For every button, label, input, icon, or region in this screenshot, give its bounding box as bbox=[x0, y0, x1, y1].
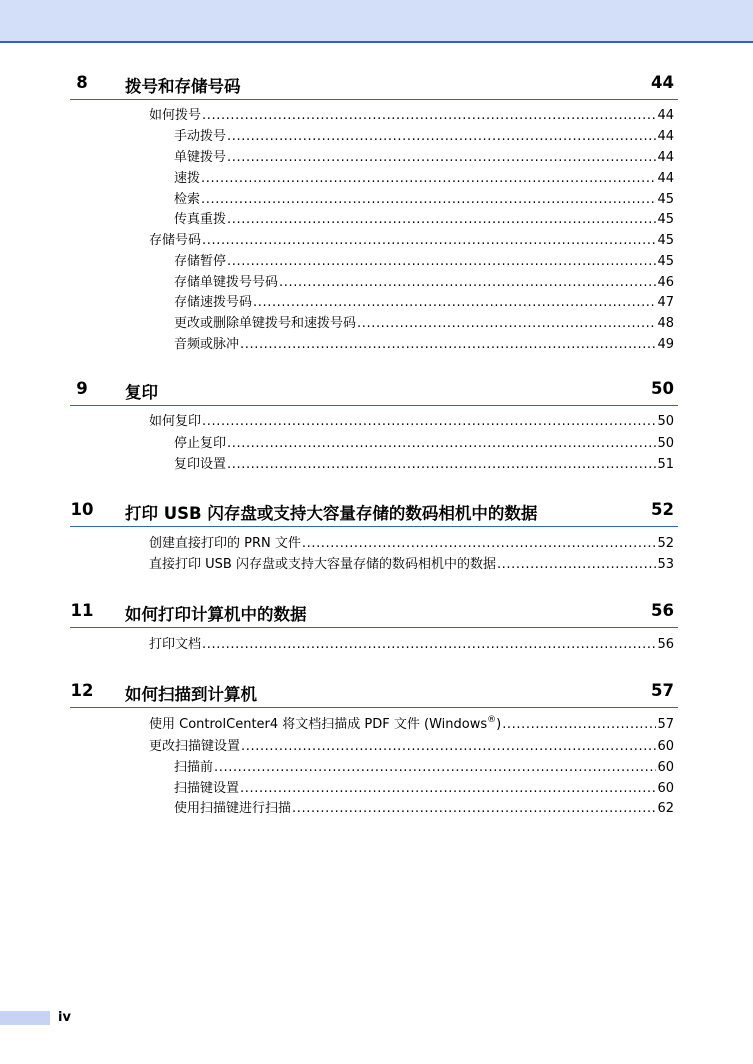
toc-leader-dots bbox=[201, 171, 656, 187]
chapter-heading-9[interactable] bbox=[70, 379, 678, 406]
toc-entry-page: 50 bbox=[657, 414, 674, 429]
toc-entry-page: 49 bbox=[657, 337, 674, 352]
footer-band bbox=[0, 1011, 50, 1025]
toc-entry-page: 50 bbox=[657, 436, 674, 451]
toc-leader-dots bbox=[279, 275, 656, 291]
toc-entry-page: 45 bbox=[657, 212, 674, 227]
toc-leader-dots bbox=[227, 457, 656, 473]
toc-entry-page: 44 bbox=[657, 108, 674, 123]
toc-entry-label: 单键拨号 bbox=[174, 150, 227, 165]
toc-entry-page: 48 bbox=[657, 316, 674, 331]
toc-entry-label bbox=[149, 717, 501, 733]
toc-leader-dots bbox=[240, 781, 656, 797]
toc-leader-dots bbox=[202, 108, 656, 124]
toc-entry[interactable] bbox=[149, 635, 674, 653]
toc-entry[interactable] bbox=[174, 799, 674, 817]
toc-entry-label: 传真重拨 bbox=[174, 212, 227, 227]
toc-entry-label: 存储速拨号码 bbox=[174, 295, 253, 310]
toc-entry-label: 存储单键拨号号码 bbox=[174, 275, 279, 290]
toc-entry-label: 扫描前 bbox=[174, 760, 214, 775]
chapter-title: 复印 bbox=[125, 383, 158, 402]
toc-entry[interactable] bbox=[149, 106, 674, 124]
toc-entry-label: 使用扫描键进行扫描 bbox=[174, 801, 292, 816]
chapter-page: 56 bbox=[651, 601, 674, 620]
toc-entry-page: 56 bbox=[657, 637, 674, 652]
toc-leader-dots bbox=[227, 129, 656, 145]
toc-entry-label-text: ) bbox=[496, 717, 502, 732]
toc-leader-dots bbox=[227, 254, 656, 270]
toc-entry-label: 扫描键设置 bbox=[174, 781, 240, 796]
toc-leader-dots bbox=[302, 536, 657, 552]
toc-leader-dots bbox=[201, 192, 656, 208]
toc-entry[interactable] bbox=[149, 737, 674, 755]
toc-entry-page: 46 bbox=[657, 275, 674, 290]
toc-entry-label-text: 使用 ControlCenter4 将文档扫描成 PDF 文件 (Windows bbox=[149, 717, 488, 732]
toc-entry[interactable] bbox=[174, 273, 674, 291]
toc-leader-dots bbox=[253, 295, 656, 311]
toc-entry-label: 创建直接打印的 PRN 文件 bbox=[149, 536, 301, 551]
toc-entry-label: 音频或脉冲 bbox=[174, 337, 240, 352]
toc-entry[interactable] bbox=[174, 148, 674, 166]
toc-entry-label: 直接打印 USB 闪存盘或支持大容量存储的数码相机中的数据 bbox=[149, 557, 496, 572]
toc-leader-dots bbox=[497, 557, 657, 573]
toc-entry-page: 57 bbox=[657, 717, 674, 732]
toc-entry-page: 62 bbox=[657, 801, 674, 816]
toc-leader-dots bbox=[202, 414, 656, 430]
toc-entry[interactable] bbox=[174, 127, 674, 145]
toc-entry-label: 存储号码 bbox=[149, 233, 202, 248]
chapter-title: 打印 USB 闪存盘或支持大容量存储的数码相机中的数据 bbox=[125, 504, 538, 523]
registered-mark: ® bbox=[487, 715, 497, 725]
toc-leader-dots bbox=[502, 717, 656, 733]
chapter-title: 拨号和存储号码 bbox=[125, 77, 241, 96]
toc-entry[interactable] bbox=[174, 314, 674, 332]
toc-entry-page: 60 bbox=[657, 739, 674, 754]
toc-leader-dots bbox=[227, 212, 656, 228]
toc-entry-page: 47 bbox=[657, 295, 674, 310]
toc-entry-page: 45 bbox=[657, 192, 674, 207]
chapter-number: 11 bbox=[70, 601, 94, 620]
toc-entry-label: 检索 bbox=[174, 192, 201, 207]
toc-entry-page: 44 bbox=[657, 150, 674, 165]
toc-leader-dots bbox=[241, 739, 656, 755]
toc-leader-dots bbox=[292, 801, 656, 817]
toc-entry-label: 更改或删除单键拨号和速拨号码 bbox=[174, 316, 357, 331]
toc-entry-label: 存储暂停 bbox=[174, 254, 227, 269]
toc-entry[interactable] bbox=[174, 169, 674, 187]
toc-entry-label: 如何拨号 bbox=[149, 108, 202, 123]
toc-entry[interactable] bbox=[174, 779, 674, 797]
chapter-page: 50 bbox=[651, 379, 674, 398]
toc-entry[interactable] bbox=[149, 231, 674, 249]
chapter-heading-12[interactable] bbox=[70, 681, 678, 708]
toc-entry-label: 复印设置 bbox=[174, 457, 227, 472]
toc-entry-page: 60 bbox=[657, 781, 674, 796]
chapter-heading-8[interactable] bbox=[70, 73, 678, 100]
toc-entry[interactable] bbox=[149, 412, 674, 430]
header-band bbox=[0, 0, 753, 43]
chapter-heading-11[interactable] bbox=[70, 601, 678, 628]
toc-leader-dots bbox=[227, 436, 656, 452]
toc-entry[interactable] bbox=[174, 758, 674, 776]
chapter-number: 10 bbox=[70, 500, 94, 519]
chapter-number: 8 bbox=[76, 73, 88, 92]
chapter-number: 9 bbox=[76, 379, 88, 398]
toc-entry[interactable] bbox=[174, 434, 674, 452]
toc-entry[interactable] bbox=[174, 210, 674, 228]
toc-entry-page: 53 bbox=[657, 557, 674, 572]
toc-entry-page: 45 bbox=[657, 233, 674, 248]
toc-entry-page: 44 bbox=[657, 171, 674, 186]
toc-entry-label: 停止复印 bbox=[174, 436, 227, 451]
footer-page-number: iv bbox=[58, 1010, 71, 1025]
toc-leader-dots bbox=[227, 150, 656, 166]
toc-entry-page: 51 bbox=[657, 457, 674, 472]
toc-entry-page: 44 bbox=[657, 129, 674, 144]
chapter-page: 57 bbox=[651, 681, 674, 700]
toc-entry[interactable] bbox=[149, 715, 674, 733]
toc-entry-label: 如何复印 bbox=[149, 414, 202, 429]
toc-entry-label: 速拨 bbox=[174, 171, 201, 186]
toc-leader-dots bbox=[240, 337, 656, 353]
chapter-heading-10[interactable] bbox=[70, 500, 678, 527]
toc-entry-page: 60 bbox=[657, 760, 674, 775]
chapter-page: 52 bbox=[651, 500, 674, 519]
toc-entry-label: 手动拨号 bbox=[174, 129, 227, 144]
toc-leader-dots bbox=[202, 637, 656, 653]
chapter-title: 如何扫描到计算机 bbox=[125, 685, 257, 704]
toc-entry[interactable] bbox=[149, 555, 674, 573]
toc-entry[interactable] bbox=[174, 335, 674, 353]
toc-entry-label: 更改扫描键设置 bbox=[149, 739, 241, 754]
toc-entry[interactable] bbox=[174, 190, 674, 208]
toc-entry-page: 52 bbox=[657, 536, 674, 551]
toc-leader-dots bbox=[214, 760, 656, 776]
toc-entry[interactable] bbox=[174, 252, 674, 270]
toc-entry[interactable] bbox=[174, 455, 674, 473]
chapter-title: 如何打印计算机中的数据 bbox=[125, 605, 307, 624]
toc-entry-page: 45 bbox=[657, 254, 674, 269]
toc-entry[interactable] bbox=[149, 534, 674, 552]
chapter-number: 12 bbox=[70, 681, 94, 700]
toc-entry[interactable] bbox=[174, 293, 674, 311]
toc-entry-label: 打印文档 bbox=[149, 637, 202, 652]
toc-leader-dots bbox=[357, 316, 656, 332]
chapter-page: 44 bbox=[651, 73, 674, 92]
toc-leader-dots bbox=[202, 233, 656, 249]
